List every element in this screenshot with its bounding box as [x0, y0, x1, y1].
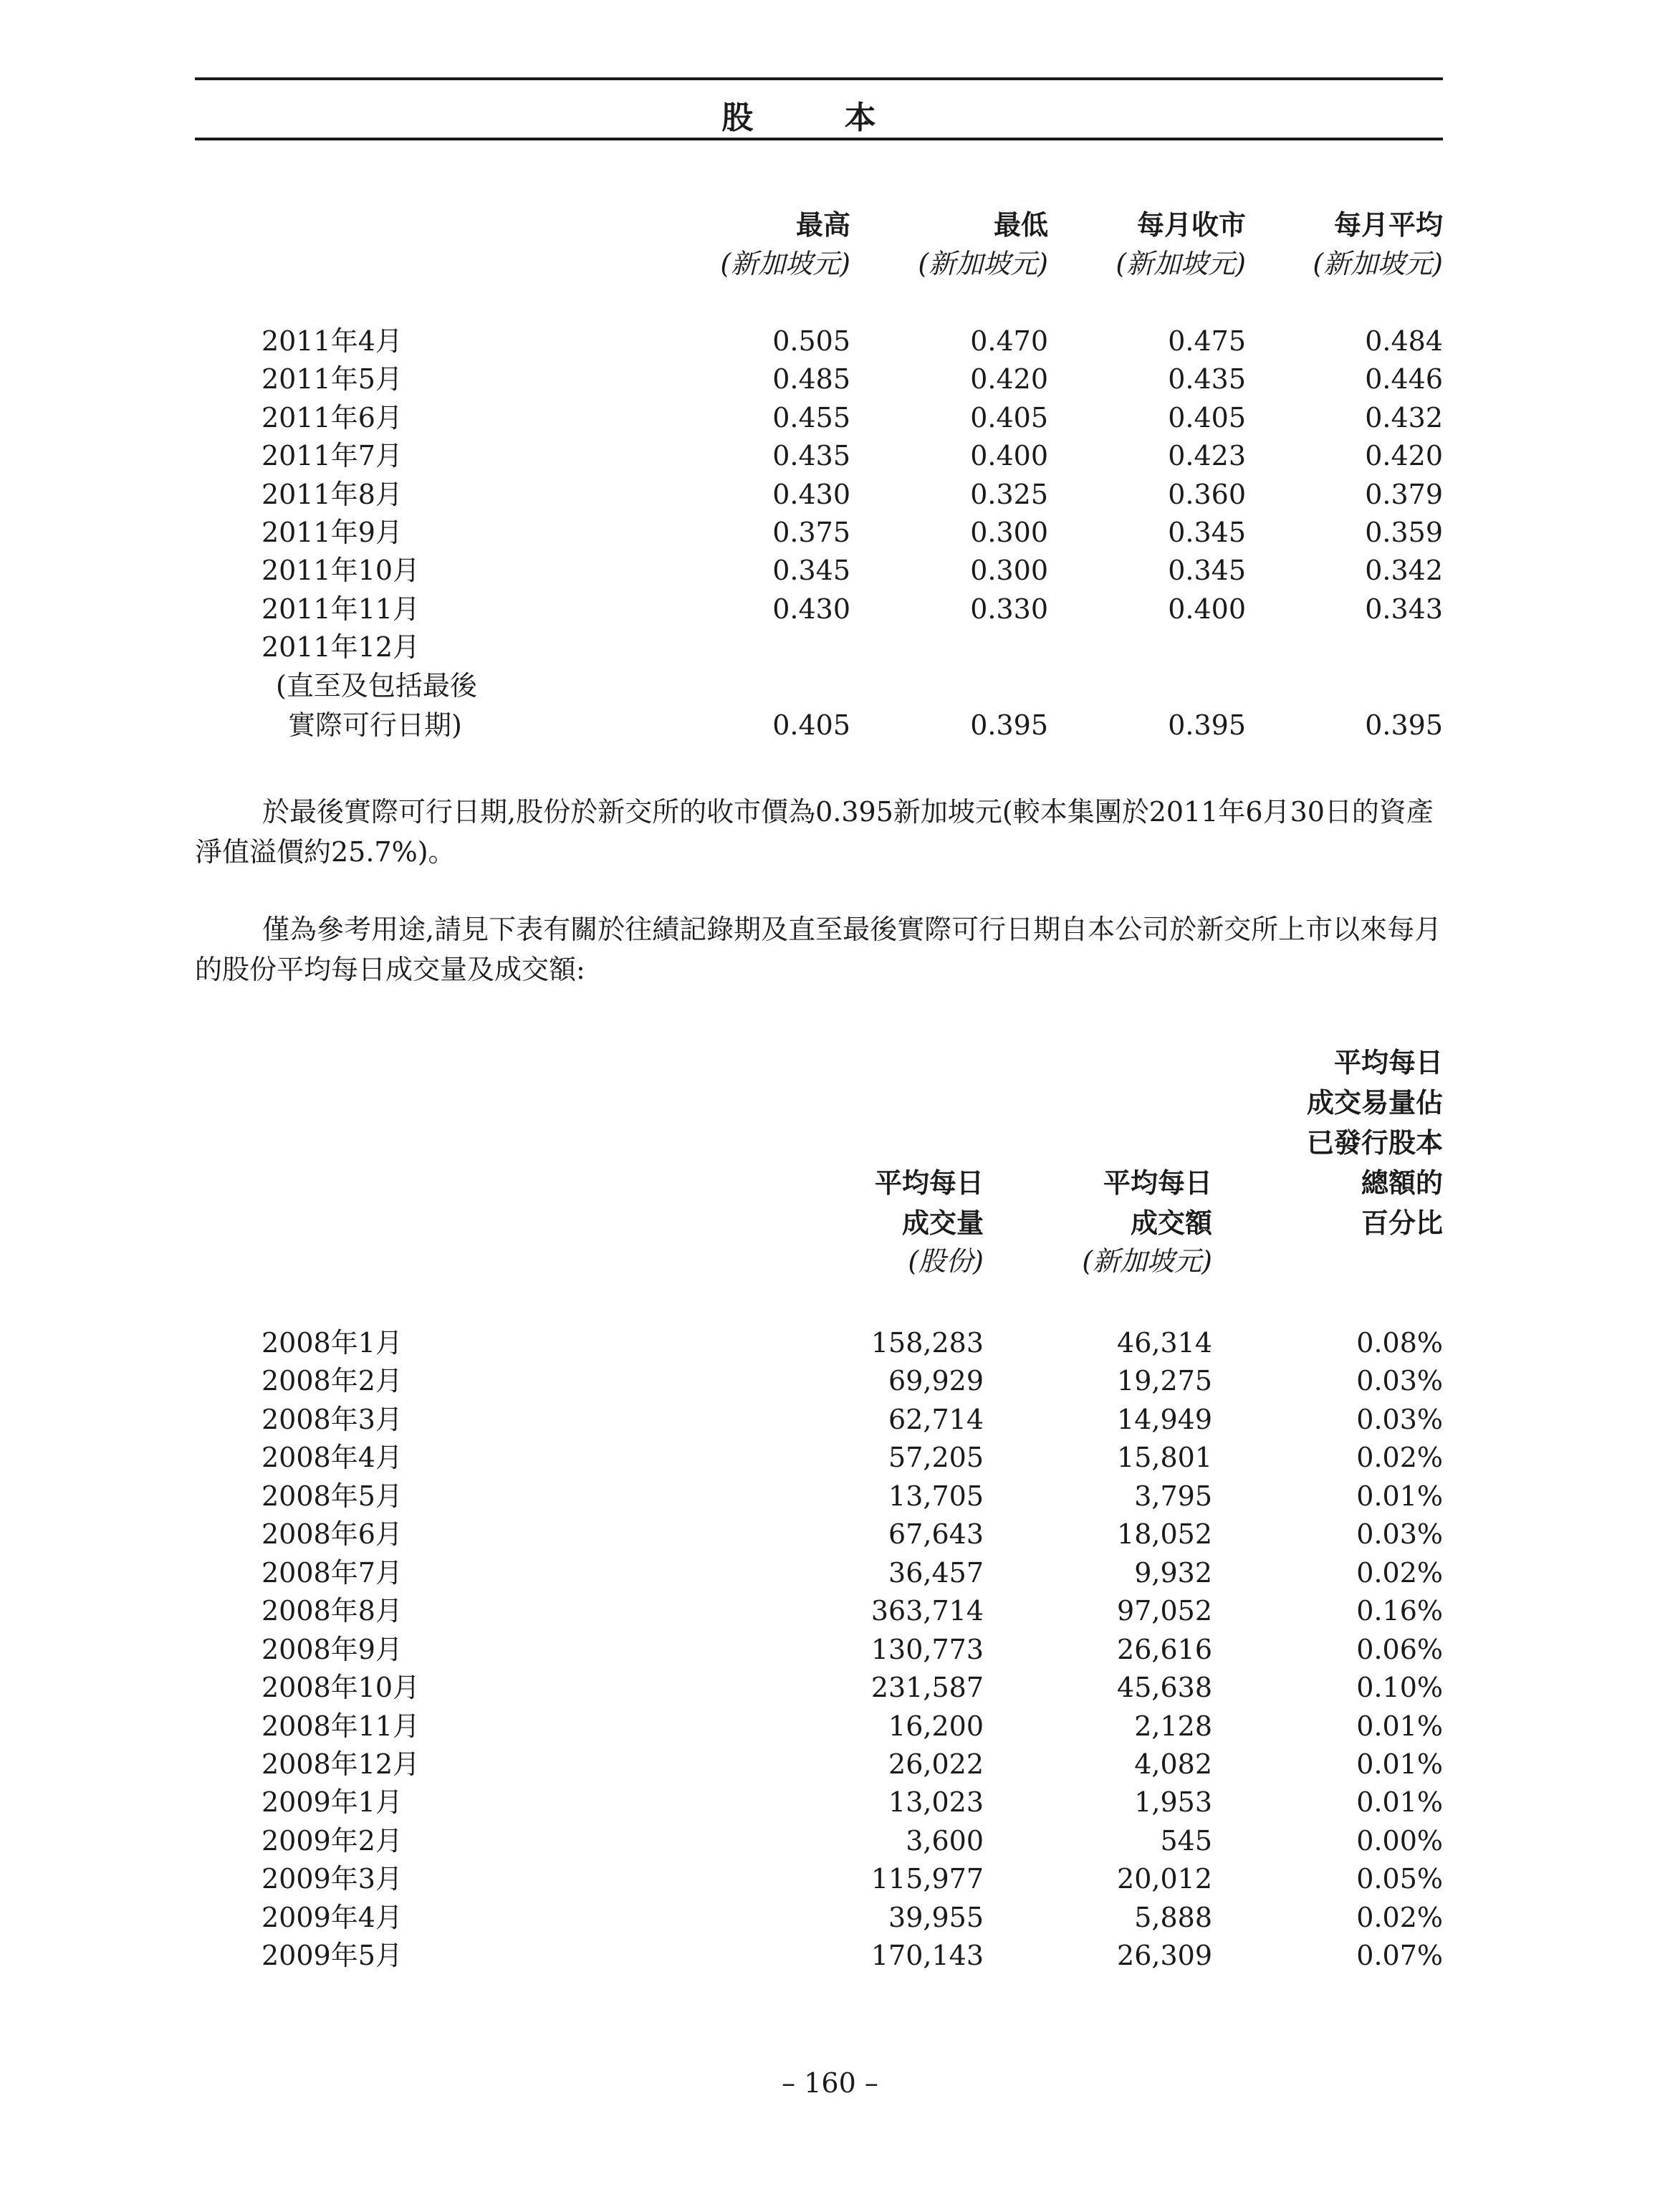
- price-cell: 0.505: [772, 325, 850, 357]
- title-underline: [195, 138, 1443, 140]
- price-cell: 0.485: [772, 363, 850, 395]
- volume-cell: 69,929: [888, 1365, 984, 1397]
- percent-cell: 0.06%: [1356, 1634, 1443, 1665]
- price-cell: 0.484: [1365, 325, 1443, 357]
- turnover-cell: 26,309: [1117, 1940, 1212, 1971]
- volume-header-line: 成交量: [901, 1207, 984, 1239]
- price-header-label: 最高: [795, 209, 850, 241]
- volume-row-month: 2009年2月: [262, 1825, 403, 1857]
- turnover-cell: 545: [1160, 1825, 1212, 1857]
- price-row-month: 2011年4月: [262, 325, 403, 357]
- price-cell: 0.405: [970, 402, 1048, 434]
- turnover-cell: 45,638: [1117, 1672, 1212, 1703]
- price-header-unit: (新加坡元): [1116, 248, 1246, 279]
- volume-row-month: 2009年1月: [262, 1786, 403, 1818]
- price-cell: 0.300: [970, 517, 1048, 548]
- volume-cell: 67,643: [888, 1518, 984, 1550]
- price-header-label: 最低: [993, 209, 1048, 241]
- percent-cell: 0.03%: [1356, 1518, 1443, 1550]
- price-cell: 0.430: [772, 479, 850, 510]
- volume-cell: 115,977: [870, 1863, 984, 1895]
- price-cell: 0.435: [772, 440, 850, 471]
- volume-row-month: 2008年10月: [262, 1672, 421, 1703]
- price-row-month: 2011年9月: [262, 517, 403, 548]
- price-cell: 0.423: [1168, 440, 1246, 471]
- price-row-month: 2011年11月: [262, 593, 421, 625]
- volume-header-line: 百分比: [1361, 1207, 1443, 1239]
- volume-header-line: 平均每日: [874, 1167, 984, 1199]
- percent-cell: 0.01%: [1356, 1480, 1443, 1512]
- volume-header-unit: (新加坡元): [1082, 1245, 1212, 1277]
- volume-cell: 231,587: [870, 1672, 984, 1703]
- volume-header-line: 成交額: [1130, 1207, 1212, 1239]
- volume-cell: 170,143: [870, 1940, 984, 1971]
- volume-cell: 62,714: [888, 1404, 984, 1435]
- price-header-unit: (新加坡元): [918, 248, 1048, 279]
- volume-row-month: 2008年5月: [262, 1480, 403, 1512]
- price-cell: 0.360: [1168, 479, 1246, 510]
- volume-row-month: 2008年8月: [262, 1595, 403, 1627]
- turnover-cell: 14,949: [1117, 1404, 1212, 1435]
- turnover-cell: 9,932: [1134, 1557, 1212, 1589]
- percent-cell: 0.03%: [1356, 1365, 1443, 1397]
- turnover-cell: 2,128: [1134, 1710, 1212, 1742]
- price-cell: 0.345: [1168, 517, 1246, 548]
- volume-row-month: 2008年9月: [262, 1634, 403, 1665]
- percent-cell: 0.08%: [1356, 1327, 1443, 1359]
- price-cell: 0.375: [772, 517, 850, 548]
- price-cell: 0.325: [970, 479, 1048, 510]
- volume-header-line: 已發行股本: [1306, 1126, 1443, 1159]
- price-cell: 0.455: [772, 402, 850, 434]
- volume-cell: 13,705: [888, 1480, 984, 1512]
- turnover-cell: 20,012: [1117, 1863, 1212, 1895]
- volume-row-month: 2009年4月: [262, 1902, 403, 1933]
- price-cell: 0.300: [970, 555, 1048, 586]
- price-cell: 0.432: [1365, 402, 1443, 434]
- price-cell: 0.359: [1365, 517, 1443, 548]
- turnover-cell: 26,616: [1117, 1634, 1212, 1665]
- percent-cell: 0.16%: [1356, 1595, 1443, 1627]
- volume-header-line: 總額的: [1361, 1167, 1443, 1199]
- page-number: – 160 –: [782, 2067, 878, 2099]
- volume-cell: 16,200: [888, 1710, 984, 1742]
- price-cell: 0.430: [772, 593, 850, 625]
- price-cell: 0.405: [772, 709, 850, 741]
- volume-row-month: 2008年7月: [262, 1557, 403, 1589]
- volume-row-month: 2008年6月: [262, 1518, 403, 1550]
- volume-header-line: 成交易量佔: [1306, 1086, 1443, 1119]
- price-cell: 0.470: [970, 325, 1048, 357]
- volume-cell: 13,023: [888, 1786, 984, 1818]
- price-row-month: 2011年10月: [262, 555, 421, 586]
- volume-row-month: 2008年11月: [262, 1710, 421, 1742]
- percent-cell: 0.02%: [1356, 1557, 1443, 1589]
- top-rule: [195, 77, 1443, 80]
- turnover-cell: 18,052: [1117, 1518, 1212, 1550]
- price-cell: 0.395: [1365, 709, 1443, 741]
- price-cell: 0.345: [1168, 555, 1246, 586]
- turnover-cell: 4,082: [1134, 1748, 1212, 1780]
- price-cell: 0.420: [1365, 440, 1443, 471]
- percent-cell: 0.01%: [1356, 1786, 1443, 1818]
- section-title: 股 本: [721, 100, 916, 136]
- price-row-month-line: 2011年12月: [262, 631, 421, 663]
- turnover-cell: 15,801: [1117, 1442, 1212, 1473]
- percent-cell: 0.02%: [1356, 1902, 1443, 1933]
- price-header-unit: (新加坡元): [720, 248, 850, 279]
- paragraph-volume-intro: 僅為參考用途,請見下表有關於往績記錄期及直至最後實際可行日期自本公司於新交所上市以來每月的股份平均每日成交量及成交額:: [195, 914, 1442, 985]
- price-row-month: 2011年8月: [262, 479, 403, 510]
- price-row-month-line: 實際可行日期): [288, 709, 462, 741]
- volume-header-line: 平均每日: [1333, 1046, 1443, 1078]
- turnover-cell: 97,052: [1117, 1595, 1212, 1627]
- turnover-cell: 19,275: [1117, 1365, 1212, 1397]
- volume-row-month: 2008年12月: [262, 1748, 421, 1780]
- volume-cell: 26,022: [888, 1748, 984, 1780]
- price-cell: 0.345: [772, 555, 850, 586]
- turnover-cell: 5,888: [1134, 1902, 1212, 1933]
- price-row-month: 2011年6月: [262, 402, 403, 434]
- price-cell: 0.395: [970, 709, 1048, 741]
- volume-row-month: 2008年4月: [262, 1442, 403, 1473]
- percent-cell: 0.05%: [1356, 1863, 1443, 1895]
- volume-cell: 158,283: [870, 1327, 984, 1359]
- price-cell: 0.379: [1365, 479, 1443, 510]
- price-cell: 0.395: [1168, 709, 1246, 741]
- price-row-month-line: (直至及包括最後: [276, 670, 477, 702]
- price-row-month: 2011年7月: [262, 440, 403, 471]
- price-header-unit: (新加坡元): [1313, 248, 1443, 279]
- price-cell: 0.343: [1365, 593, 1443, 625]
- price-header-label: 每月收市: [1136, 209, 1246, 241]
- price-cell: 0.330: [970, 593, 1048, 625]
- paragraph-closing-price: 於最後實際可行日期,股份於新交所的收市價為0.395新加坡元(較本集團於2011年6月30日的資產淨值溢價約25.7%)。: [195, 796, 1434, 868]
- price-cell: 0.400: [970, 440, 1048, 471]
- price-cell: 0.405: [1168, 402, 1246, 434]
- price-cell: 0.342: [1365, 555, 1443, 586]
- percent-cell: 0.01%: [1356, 1710, 1443, 1742]
- price-cell: 0.446: [1365, 363, 1443, 395]
- volume-cell: 57,205: [888, 1442, 984, 1473]
- percent-cell: 0.02%: [1356, 1442, 1443, 1473]
- volume-row-month: 2008年3月: [262, 1404, 403, 1435]
- volume-cell: 3,600: [906, 1825, 984, 1857]
- volume-cell: 363,714: [870, 1595, 984, 1627]
- turnover-cell: 46,314: [1117, 1327, 1212, 1359]
- volume-cell: 130,773: [870, 1634, 984, 1665]
- percent-cell: 0.00%: [1356, 1825, 1443, 1857]
- volume-row-month: 2008年1月: [262, 1327, 403, 1359]
- price-cell: 0.400: [1168, 593, 1246, 625]
- volume-header-unit: (股份): [908, 1245, 984, 1277]
- volume-row-month: 2009年5月: [262, 1940, 403, 1971]
- percent-cell: 0.03%: [1356, 1404, 1443, 1435]
- price-cell: 0.435: [1168, 363, 1246, 395]
- volume-row-month: 2008年2月: [262, 1365, 403, 1397]
- turnover-cell: 1,953: [1134, 1786, 1212, 1818]
- price-cell: 0.420: [970, 363, 1048, 395]
- turnover-cell: 3,795: [1134, 1480, 1212, 1512]
- volume-cell: 39,955: [888, 1902, 984, 1933]
- price-row-month: 2011年5月: [262, 363, 403, 395]
- percent-cell: 0.01%: [1356, 1748, 1443, 1780]
- price-cell: 0.475: [1168, 325, 1246, 357]
- percent-cell: 0.07%: [1356, 1940, 1443, 1971]
- volume-header-line: 平均每日: [1103, 1167, 1212, 1199]
- volume-row-month: 2009年3月: [262, 1863, 403, 1895]
- volume-cell: 36,457: [888, 1557, 984, 1589]
- percent-cell: 0.10%: [1356, 1672, 1443, 1703]
- price-header-label: 每月平均: [1333, 209, 1443, 241]
